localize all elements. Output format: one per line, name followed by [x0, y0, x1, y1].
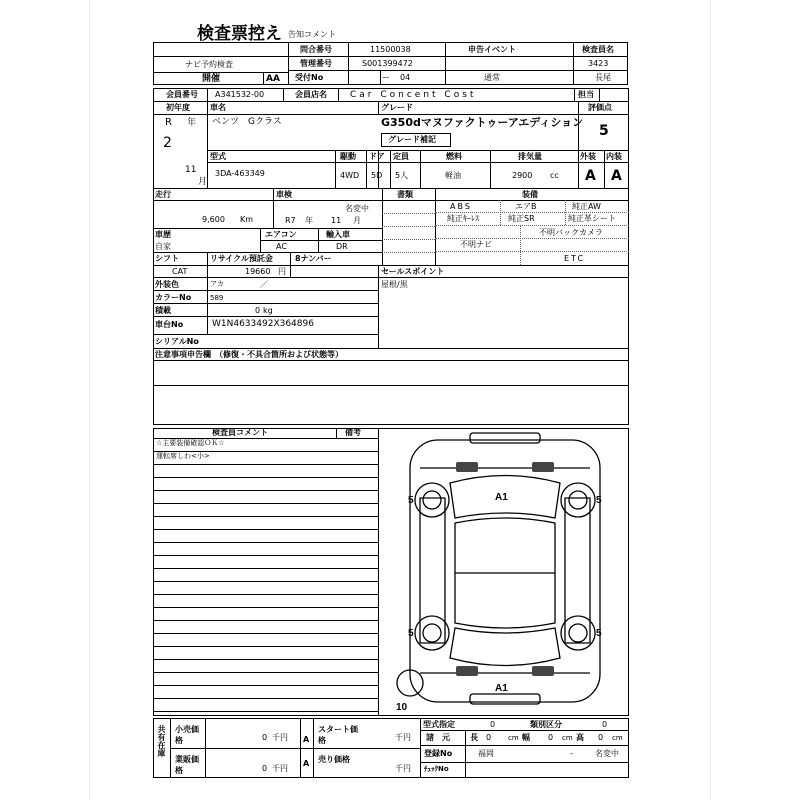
damage-diagram — [380, 428, 628, 716]
inspector-name: 長尾 — [595, 73, 611, 82]
load-value: 0 — [255, 306, 261, 315]
height-unit: cm — [612, 734, 623, 742]
capacity: 5人 — [395, 171, 409, 180]
capacity-label: 定員 — [393, 152, 409, 161]
mgmt-no: S001399472 — [362, 59, 413, 68]
ruled-line — [153, 490, 378, 491]
reg-label: 登録No — [424, 749, 453, 758]
headlight-left — [456, 462, 478, 472]
sales-value: 屋根/黒 — [381, 280, 408, 289]
displacement-unit: cc — [550, 171, 559, 180]
door-label: ドア — [369, 152, 385, 161]
exterior-color-slash: ／ — [260, 280, 268, 289]
reception-b: 04 — [400, 73, 411, 82]
equip-sr: 純正SR — [508, 214, 535, 223]
inspector-label: 検査員名 — [582, 45, 614, 54]
reception-label: 受付No — [295, 73, 324, 82]
grade-supplement: グレード補記 — [388, 135, 436, 144]
retail-unit: 千円 — [272, 733, 288, 742]
first-reg-year: 2 — [163, 135, 172, 151]
remarks-label: 備考 — [345, 428, 361, 437]
exterior-color: アカ — [210, 280, 224, 288]
class-value: 0 — [602, 720, 608, 729]
model: 3DA-463349 — [215, 169, 265, 178]
inquiry-no-label: 問合番号 — [300, 45, 332, 54]
mark-rear-left: 5 — [408, 628, 414, 639]
venue-label: 開催 — [202, 74, 221, 84]
first-reg-era: R — [165, 117, 172, 128]
mileage-unit: Km — [240, 215, 254, 224]
ruled-line — [153, 594, 378, 595]
ruled-line — [153, 698, 378, 699]
ruled-line — [153, 464, 378, 465]
reg-dash: - — [570, 749, 573, 758]
inspector-comment-title: 検査員コメント — [212, 428, 268, 437]
drive-label: 駆動 — [340, 152, 356, 161]
ruled-line — [153, 685, 378, 686]
member-store-label: 会員店名 — [295, 90, 327, 99]
exterior-grade: A — [585, 168, 596, 184]
recycle-label: リサイクル預託金 — [210, 254, 273, 263]
color-no: 589 — [210, 294, 224, 302]
wholesale-unit: 千円 — [272, 764, 288, 773]
mileage-label: 走行 — [155, 190, 171, 199]
retail-label: 小売価格 — [175, 725, 199, 745]
venue-value: AA — [266, 74, 280, 84]
inspection-sheet — [90, 0, 710, 800]
member-id-label: 会員番号 — [166, 90, 198, 99]
ruled-line — [153, 646, 378, 647]
history-value: 自家 — [155, 242, 171, 251]
type-label: 型式指定 — [423, 720, 455, 729]
equip-etc: ETC — [564, 254, 586, 263]
mileage-value: 9,600 — [202, 215, 225, 224]
import-value: DR — [336, 242, 348, 251]
ruled-line — [153, 672, 378, 673]
length-unit: cm — [508, 734, 519, 742]
color-no-label: カラーNo — [155, 293, 192, 302]
equip-abs: ABS — [450, 202, 472, 211]
ruled-line — [153, 568, 378, 569]
first-reg-month-unit: 月 — [198, 177, 208, 187]
page-title: 検査票控え — [197, 24, 282, 44]
equip-keyless: 純正ｷｰﾚｽ — [447, 214, 479, 223]
diagram-outline — [410, 440, 600, 702]
model-label: 型式 — [210, 152, 226, 161]
first-reg-month: 11 — [185, 165, 197, 175]
owner-label: 担当 — [578, 90, 594, 99]
exterior-color-label: 外装色 — [155, 280, 179, 289]
check-label: ﾁｪｯｸNo — [424, 765, 449, 773]
load-unit: kg — [263, 306, 273, 315]
event-label: 申告イベント — [468, 45, 516, 54]
height-label: 高 — [576, 733, 584, 742]
hub-rear-left — [423, 624, 441, 642]
inspector-id: 3423 — [588, 59, 609, 68]
documents-label: 書類 — [397, 190, 413, 199]
inspection-year: 年 — [305, 216, 313, 225]
mark-a1-bottom: A1 — [495, 683, 508, 694]
chassis-label: 車台No — [155, 320, 184, 329]
inspection-era: R7 — [285, 216, 296, 225]
hub-rear-right — [569, 624, 587, 642]
equip-aw: 純正AW — [572, 202, 601, 211]
grade-label: グレード — [381, 103, 413, 112]
load-label: 積載 — [155, 306, 171, 315]
notes-title: 注意事項申告欄 （修復・不具合箇所および状態等） — [155, 350, 343, 359]
reg-area: 福岡 — [478, 749, 494, 758]
front-bumper — [470, 433, 540, 443]
wholesale-label: 業販価格 — [175, 755, 199, 775]
shift-label: シフト — [155, 254, 179, 263]
navi-note: ナビ予約検査 — [185, 60, 233, 69]
width-label: 幅 — [522, 733, 530, 742]
ac-label: エアコン — [265, 230, 297, 239]
notice-label: 告知コメント — [288, 30, 336, 39]
interior-grade-label: 内装 — [606, 152, 622, 161]
vehicle-name: ベンツ Gクラス — [212, 117, 282, 127]
recycle-unit: 円 — [278, 267, 286, 276]
reception-a: ー — [382, 73, 390, 82]
inspection-note: 名変中 — [345, 204, 369, 213]
ruled-line — [153, 529, 378, 530]
member-store: Car Concent Cost — [350, 90, 477, 100]
mark-spare: 10 — [396, 702, 408, 713]
ac-value: AC — [276, 242, 287, 251]
drive: 4WD — [340, 171, 360, 180]
ruled-line — [153, 633, 378, 634]
import-label: 輸入車 — [326, 230, 350, 239]
ruled-line — [153, 711, 378, 712]
length-label: 長 — [470, 733, 478, 742]
ruled-line — [153, 451, 378, 452]
sell-label: 売り価格 — [318, 755, 350, 764]
comment-line-1: ☆主要装備確認ＯＫ☆ — [156, 439, 225, 447]
ruled-line — [153, 607, 378, 608]
left-side-panel — [420, 498, 445, 643]
chassis-no: W1N4633492X364896 — [212, 319, 314, 329]
exterior-grade-label: 外装 — [580, 152, 596, 161]
ruled-line — [153, 516, 378, 517]
comment-line-2: 運転席しわ<小> — [156, 452, 210, 460]
fuel: 軽油 — [445, 171, 461, 180]
reg-note: 名変中 — [595, 749, 619, 758]
inspection-month-unit: 月 — [353, 216, 361, 225]
start-label: スタート価格 — [318, 725, 358, 745]
score: 5 — [599, 123, 609, 139]
hub-front-left — [423, 491, 441, 509]
equip-leather: 純正革シート — [568, 214, 616, 223]
displacement: 2900 — [512, 171, 533, 180]
ruled-line — [153, 659, 378, 660]
wholesale-value: 0 — [262, 764, 268, 773]
mark-a1-top: A1 — [495, 492, 508, 503]
history-label: 車歴 — [155, 230, 171, 239]
trunk-panel — [450, 628, 560, 666]
dims-label: 諸 元 — [426, 733, 450, 742]
ruled-line — [153, 581, 378, 582]
door: 5D — [371, 171, 383, 180]
member-id: A341532-00 — [215, 90, 265, 99]
taillight-left — [456, 666, 478, 676]
equipment-label: 装備 — [522, 190, 538, 199]
type-value: 0 — [490, 720, 496, 729]
aa-mark-1: A — [303, 735, 310, 744]
class-label: 類別区分 — [530, 720, 562, 729]
mark-front-left: 5 — [408, 495, 414, 506]
ruled-line — [153, 555, 378, 556]
width-value: 0 — [548, 733, 554, 742]
first-reg-year-unit: 年 — [187, 118, 197, 128]
ruled-line — [153, 620, 378, 621]
aa-mark-2: A — [303, 759, 310, 768]
ruled-line — [153, 477, 378, 478]
sales-label: セールスポイント — [381, 267, 445, 276]
equip-backcam: 不明バックカメラ — [539, 228, 603, 237]
retail-value: 0 — [262, 733, 268, 742]
first-reg-label: 初年度 — [166, 103, 190, 112]
mgmt-no-label: 管理番号 — [300, 59, 332, 68]
equip-navi: 不明ナビ — [460, 240, 492, 249]
ruled-line — [153, 503, 378, 504]
hub-front-right — [569, 491, 587, 509]
serial-label: シリアルNo — [155, 337, 199, 346]
mark-rear-right: 5 — [596, 628, 602, 639]
mark-front-right: 5 — [596, 495, 602, 506]
plate-label: 8ナンバー — [295, 254, 332, 263]
equip-airbag: エアB — [515, 202, 537, 211]
inspection-label: 車検 — [276, 190, 292, 199]
length-value: 0 — [486, 733, 492, 742]
inspection-month: 11 — [331, 216, 342, 225]
fuel-label: 燃料 — [446, 152, 462, 161]
ruled-line — [153, 542, 378, 543]
displacement-label: 排気量 — [518, 152, 542, 161]
sell-unit: 千円 — [395, 764, 411, 773]
score-label: 評価点 — [588, 103, 612, 112]
interior-grade: A — [611, 168, 622, 184]
right-side-panel — [565, 498, 590, 643]
grade: G350dマヌファクトゥーアエディション — [381, 116, 584, 129]
headlight-right — [532, 462, 554, 472]
event-value: 通常 — [484, 73, 500, 82]
shift-value: CAT — [172, 267, 188, 276]
width-unit: cm — [562, 734, 573, 742]
shared-label: 共有在庫 — [157, 725, 166, 757]
inquiry-no: 11500038 — [370, 45, 411, 54]
height-value: 0 — [598, 733, 604, 742]
name-label: 車名 — [210, 103, 226, 112]
recycle-value: 19660 — [245, 267, 271, 276]
start-unit: 千円 — [395, 733, 411, 742]
taillight-right — [532, 666, 554, 676]
